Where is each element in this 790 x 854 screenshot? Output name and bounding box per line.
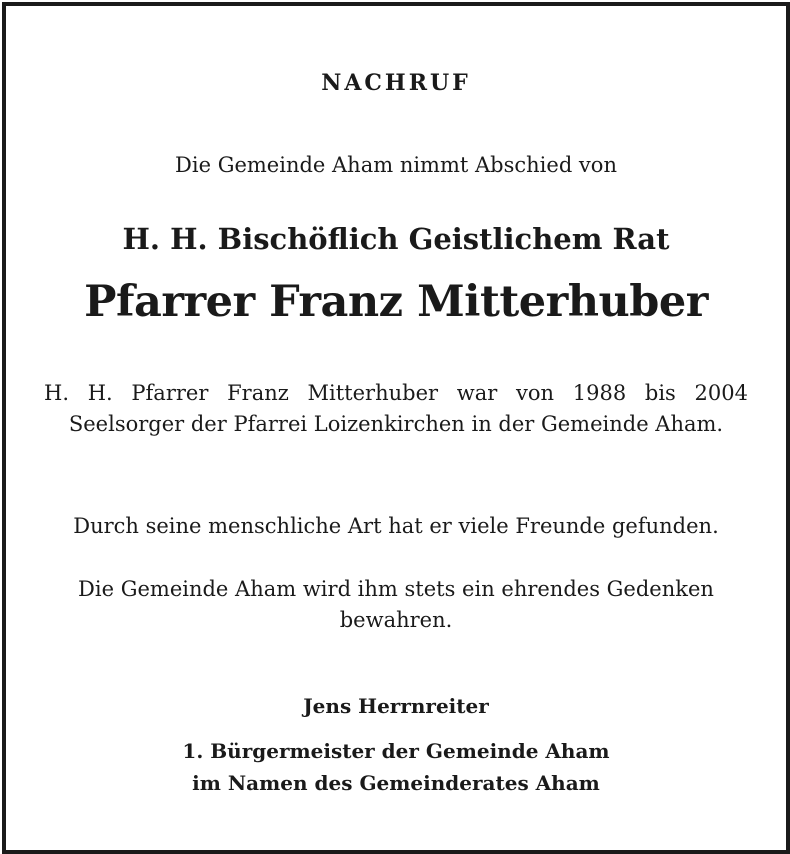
- signer-capacity: im Namen des Gemeinderates Aham: [192, 771, 600, 795]
- deceased-title: H. H. Bischöflich Geistlichem Rat: [122, 222, 670, 256]
- tribute-paragraph: Durch seine menschliche Art hat er viele Freunde gefunden.: [73, 514, 719, 538]
- notice-intro: Die Gemeinde Aham nimmt Abschied von: [175, 153, 617, 177]
- biography-paragraph: H. H. Pfarrer Franz Mitterhuber war von 1988 bis 2004 Seelsorger der Pfarrei Loizenkirchen in der Gemeinde Aham.: [44, 381, 748, 436]
- signer-role: 1. Bürgermeister der Gemeinde Aham: [182, 739, 610, 763]
- obituary-notice: [2, 2, 790, 854]
- notice-heading: NACHRUF: [321, 70, 471, 96]
- remembrance-paragraph: Die Gemeinde Aham wird ihm stets ein ehrendes Gedenken bewahren.: [78, 577, 714, 632]
- signer-name: Jens Herrnreiter: [303, 694, 489, 718]
- deceased-name: Pfarrer Franz Mitterhuber: [84, 277, 708, 327]
